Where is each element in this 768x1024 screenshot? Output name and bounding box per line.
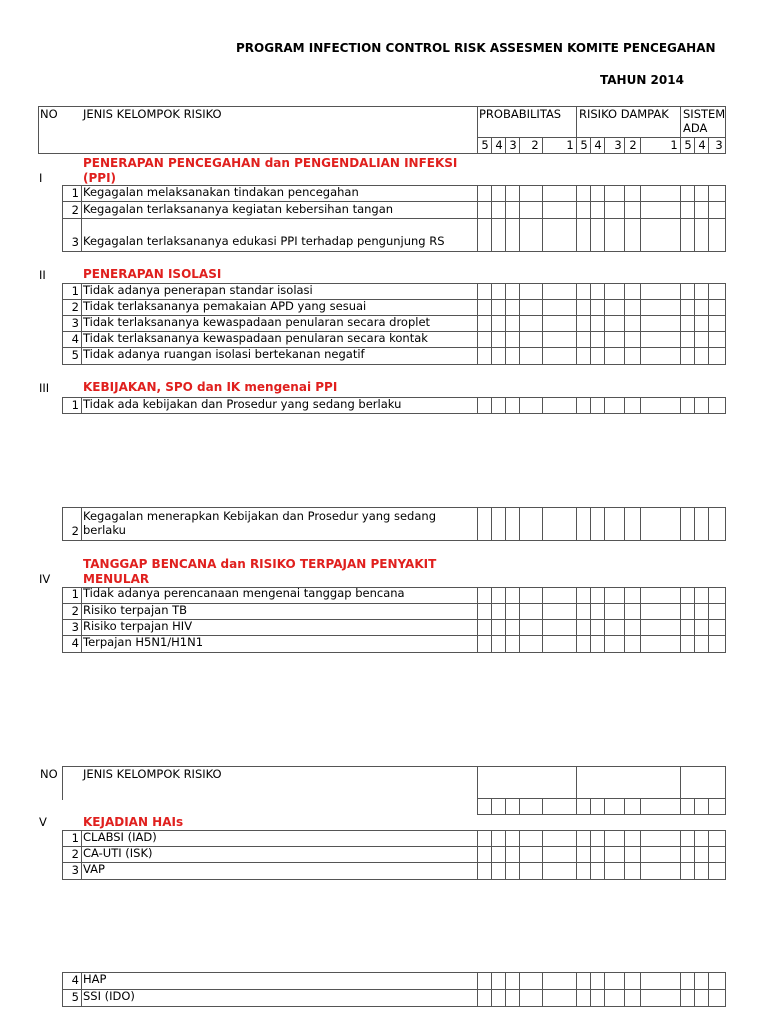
prob-digit: 3 — [509, 138, 517, 152]
prob-digit: 1 — [566, 138, 574, 152]
row-number: 2 — [71, 524, 79, 538]
risk-item: HAP — [83, 972, 107, 986]
risk-item: Kegagalan menerapkan Kebijakan dan Prosedur yang sedang berlaku — [83, 509, 436, 537]
year-label: TAHUN 2014 — [600, 73, 684, 87]
row-number: 3 — [71, 863, 79, 877]
section-title: KEBIJAKAN, SPO dan IK mengenai PPI — [83, 380, 338, 394]
row-number: 3 — [71, 316, 79, 330]
risk-item: Kegagalan melaksanakan tindakan pencegahan — [83, 185, 359, 199]
section-title: TANGGAP BENCANA dan RISIKO TERPAJAN PENYAKIT MENULAR — [83, 557, 437, 586]
section-number: I — [39, 171, 43, 185]
section-number: IV — [39, 572, 51, 586]
col-probabilitas-header: PROBABILITAS — [479, 107, 562, 121]
row-number: 2 — [71, 300, 79, 314]
dampak-digit: 2 — [629, 138, 637, 152]
risk-item: Terpajan H5N1/H1N1 — [83, 635, 204, 649]
risk-item: Risiko terpajan HIV — [83, 619, 193, 633]
sistem-digit: 5 — [684, 138, 692, 152]
risk-item: Tidak adanya ruangan isolasi bertekanan negatif — [83, 347, 365, 361]
section-number: V — [39, 815, 47, 829]
risk-item: Tidak terlaksananya kewaspadaan penularan secara droplet — [83, 315, 431, 329]
risk-item: CLABSI (IAD) — [83, 830, 157, 844]
prob-digit: 5 — [481, 138, 489, 152]
section-title: PENERAPAN PENCEGAHAN dan PENGENDALIAN INFEKSI (PPI) — [83, 156, 458, 185]
risk-item: Risiko terpajan TB — [83, 603, 188, 617]
row-number: 4 — [71, 973, 79, 987]
col-no-header: NO — [40, 767, 58, 781]
row-number: 1 — [71, 831, 79, 845]
row-number: 3 — [71, 620, 79, 634]
risk-item: Kegagalan terlaksananya kegiatan kebersihan tangan — [83, 202, 394, 216]
dampak-digit: 5 — [580, 138, 588, 152]
row-number: 4 — [71, 332, 79, 346]
col-sistem-header: SISTEM — [683, 107, 726, 121]
risk-item: Tidak terlaksananya pemakaian APD yang sesuai — [83, 299, 367, 313]
dampak-digit: 1 — [670, 138, 678, 152]
risk-item: Tidak terlaksananya kewaspadaan penularan secara kontak — [83, 331, 428, 345]
row-number: 1 — [71, 284, 79, 298]
risk-item: SSI (IDO) — [83, 989, 135, 1003]
risk-item: VAP — [83, 862, 105, 876]
risk-item: Tidak adanya penerapan standar isolasi — [83, 283, 313, 297]
dampak-digit: 3 — [614, 138, 622, 152]
sistem-digit: 3 — [715, 138, 723, 152]
col-jenis-header: JENIS KELOMPOK RISIKO — [83, 767, 222, 781]
row-number: 2 — [71, 604, 79, 618]
section-number: III — [39, 381, 50, 395]
section-title: PENERAPAN ISOLASI — [83, 267, 222, 281]
risk-item: Tidak adanya perencanaan mengenai tanggap bencana — [83, 586, 405, 600]
prob-digit: 4 — [495, 138, 503, 152]
row-number: 3 — [71, 235, 79, 249]
sistem-digit: 4 — [698, 138, 706, 152]
prob-digit: 2 — [531, 138, 539, 152]
dampak-digit: 4 — [594, 138, 602, 152]
col-no-header: NO — [40, 107, 58, 121]
risk-item: CA-UTI (ISK) — [83, 846, 153, 860]
col-jenis-header: JENIS KELOMPOK RISIKO — [83, 107, 222, 121]
row-number: 2 — [71, 847, 79, 861]
row-number: 5 — [71, 348, 79, 362]
risk-item: Kegagalan terlaksananya edukasi PPI terhadap pengunjung RS — [83, 234, 445, 248]
row-number: 1 — [71, 398, 79, 412]
page-title: PROGRAM INFECTION CONTROL RISK ASSESMEN KOMITE PENCEGAHAN — [236, 41, 716, 55]
section-number: II — [39, 268, 46, 282]
row-number: 1 — [71, 587, 79, 601]
row-number: 5 — [71, 990, 79, 1004]
row-number: 2 — [71, 203, 79, 217]
risk-item: Tidak ada kebijakan dan Prosedur yang sedang berlaku — [83, 397, 402, 411]
row-number: 4 — [71, 636, 79, 650]
col-ada-header: ADA — [683, 121, 708, 135]
section-title: KEJADIAN HAIs — [83, 815, 184, 829]
col-risiko-dampak-header: RISIKO DAMPAK — [579, 107, 669, 121]
row-number: 1 — [71, 186, 79, 200]
